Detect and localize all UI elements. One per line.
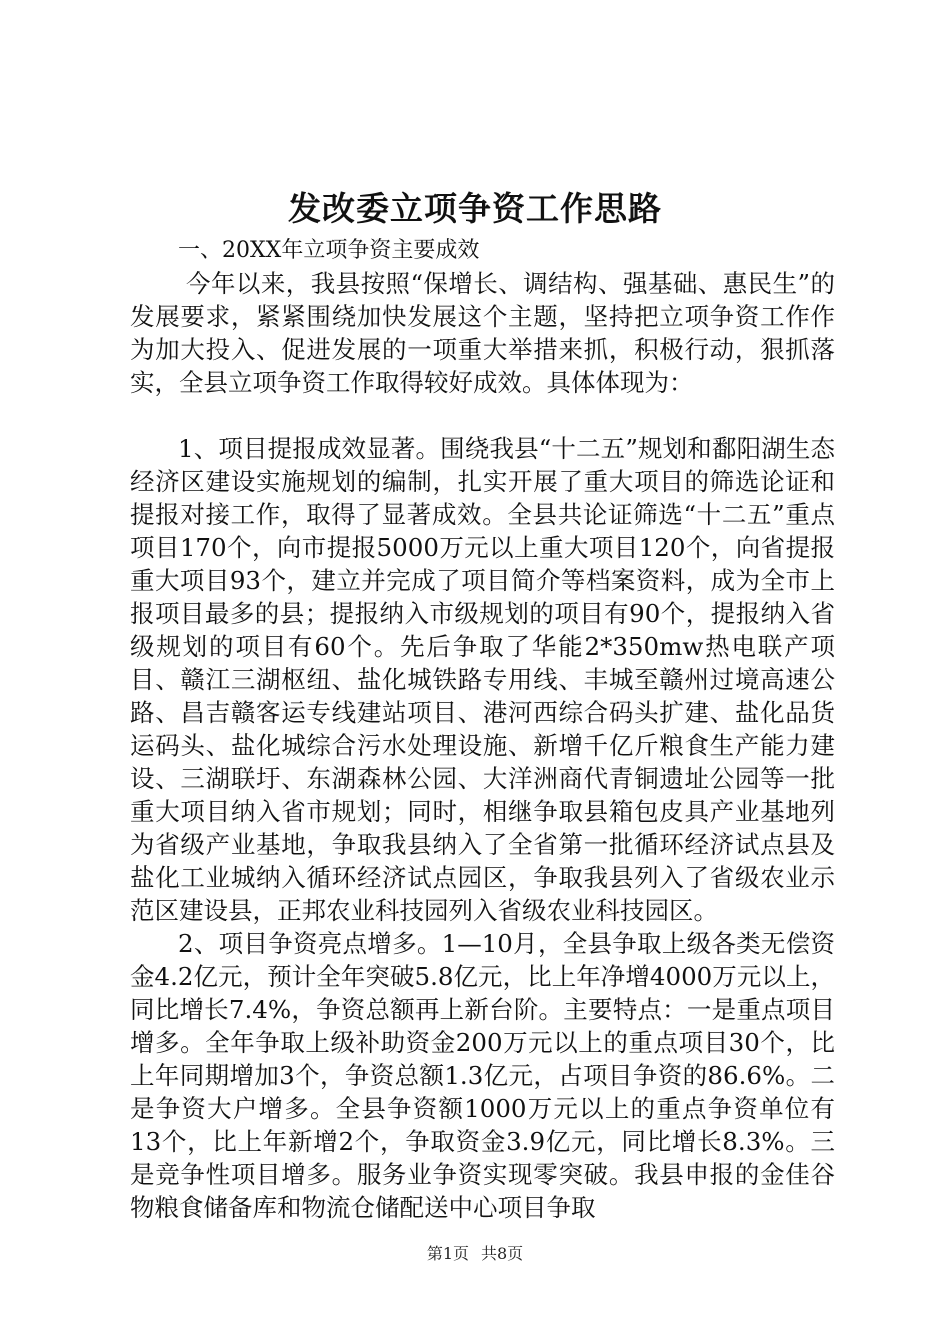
page-footer — [0, 1242, 950, 1266]
document-title: 发改委立项争资工作思路 — [288, 189, 662, 228]
section-heading: 一、20XX年立项争资主要成效 — [178, 238, 480, 263]
intro-paragraph: 今年以来，我县按照“保增长、调结构、强基础、惠民生”的发展要求，紧紧围绕加快发展这个主题，坚持把立项争资工作作为加大投入、促进发展的一项重大举措来抓，积极行动，狠抓落实，全县立项争资工作取得较好成效。具体体现为： — [130, 269, 835, 397]
funding-highlights-paragraph: 2、项目争资亮点增多。1—10月，全县争取上级各类无偿资金4.2亿元，预计全年突破5.8亿元，比上年净增4000万元以上，同比增长7.4%，争资总额再上新台阶。主要特点：一是重点项目增多。全年争取上级补助资金200万元以上的重点项目30个，比上年同期增加3个，争资总额1.3亿元，占项目争资的86.6%。二是争资大户增多。全县争资额1000万元以上的重点争资单位有13个，比上年新增2个，争取资金3.9亿元，同比增长8.3%。三是竞争性项目增多。服务业争资实现零突破。我县申报的金佳谷物粮食储备库和物流仓储配送中心项目争取 — [130, 929, 835, 1222]
paragraph-spacer — [130, 399, 835, 432]
document-body — [130, 234, 835, 1224]
page-number: 第1页 — [426, 1244, 469, 1263]
project-submission-paragraph: 1、项目提报成效显著。围绕我县“十二五”规划和鄱阳湖生态经济区建设实施规划的编制，扎实开展了重大项目的筛选论证和提报对接工作，取得了显著成效。全县共论证筛选“十二五”重点项目170个，向市提报5000万元以上重大项目120个，向省提报重大项目93个，建立并完成了项目简介等档案资料，成为全市上报项目最多的县；提报纳入市级规划的项目有90个，提报纳入省级规划的项目有60个。先后争取了华能2*350mw热电联产项目、赣江三湖枢纽、盐化城铁路专用线、丰城至赣州过境高速公路、昌吉赣客运专线建站项目、港河西综合码头扩建、盐化品货运码头、盐化城综合污水处理设施、新增千亿斤粮食生产能力建设、三湖联圩、东湖森林公园、大洋洲商代青铜遗址公园等一批重大项目纳入省市规划；同时，相继争取县箱包皮具产业基地列为省级产业基地，争取我县纳入了全省第一批循环经济试点县及盐化工业城纳入循环经济试点园区，争取我县列入了省级农业示范区建设县，正邦农业科技园列入省级农业科技园区。 — [130, 434, 835, 925]
page-total: 共8页 — [481, 1244, 524, 1263]
